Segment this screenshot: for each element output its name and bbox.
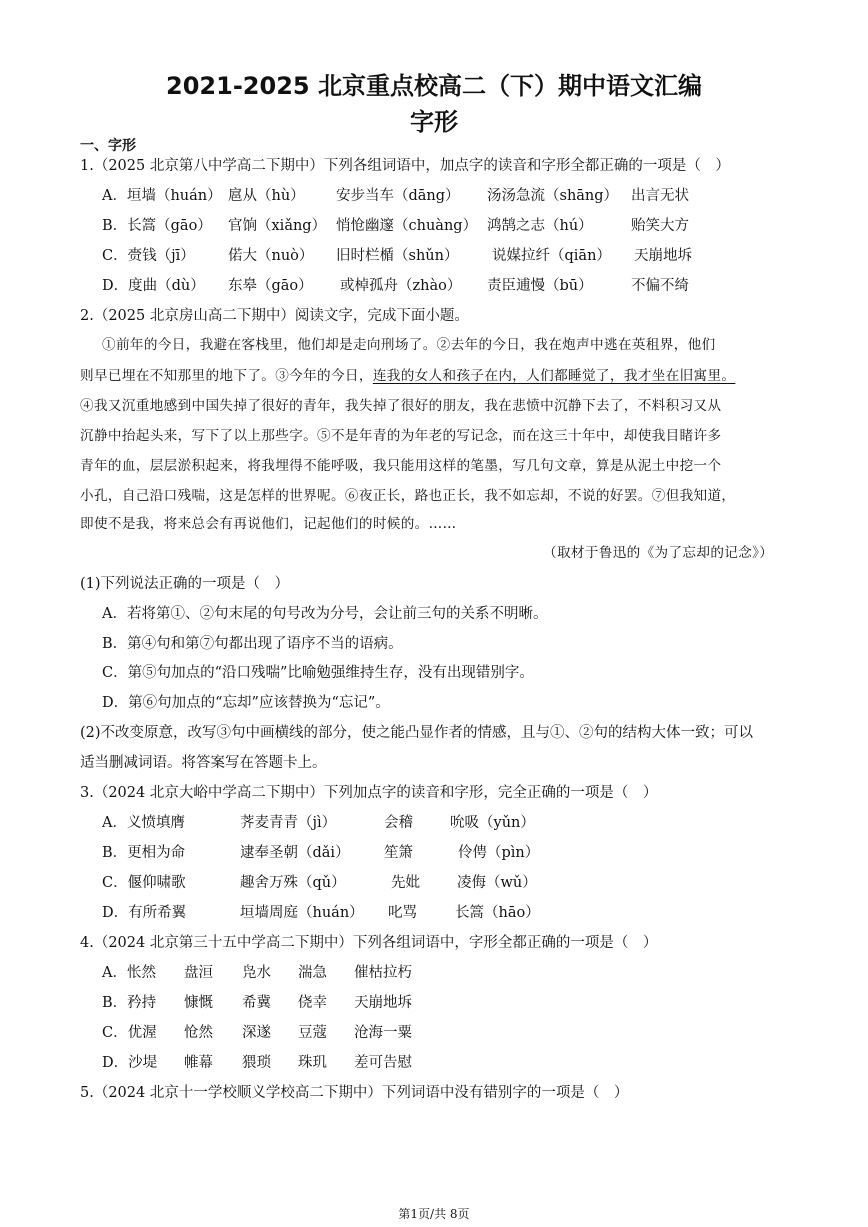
question-2-sub2-line: 适当删减词语。将答案写在答题卡上。 [80,755,327,771]
option-cell: 责臣逋慢（bū） [487,278,593,294]
option-cell: 长篙（hāo） [455,905,540,921]
option-cell: 官饷（xiǎng） [228,218,327,234]
question-2-sub2-line: (2)不改变原意，改写③句中画横线的部分，使之能凸显作者的情感，且与①、②句的结构大体一致；可以 [80,725,754,741]
question-2-sub1-stem: (1)下列说法正确的一项是（ ） [80,576,290,592]
option-cell: 叱骂 [388,905,417,921]
page-footer: 第1页/共 8页 [398,1207,470,1221]
option-cell: 伶俜（pìn） [458,845,540,861]
option-cell: 东皋（gāo） [228,278,313,294]
option-cell: 沧海一粟 [354,1025,412,1041]
option-cell: C．优渥 [102,1025,157,1041]
option-cell: 珠玑 [298,1055,327,1071]
option-cell: 天崩地坼 [354,995,412,1011]
option-cell: 怆然 [184,1025,213,1041]
option-cell: 凫水 [242,965,271,981]
option-cell: 逮奉圣朝（dǎi） [240,845,350,861]
option-cell: 垣墙周庭（huán） [240,905,364,921]
passage-line: 即使不是我，将来总会有再说他们，记起他们的时候的。…… [80,516,457,532]
passage-line: ①前年的今日，我避在客栈里，他们却是走向刑场了。②去年的今日，我在炮声中逃在英租界，他们 [102,337,716,353]
section-heading: 一、字形 [80,138,136,154]
option-cell: 会稽 [384,815,413,831]
option-cell: 希冀 [242,995,271,1011]
option-cell: A．怅然 [102,965,156,981]
option-cell: 扈从（hù） [228,188,305,204]
option-cell: 出言无状 [631,188,689,204]
option-cell: 或棹孤舟（zhào） [340,278,462,294]
option-cell: D．沙堤 [102,1055,158,1071]
option-cell: 吮吸（yǔn） [450,815,535,831]
question-5-stem: 5.（2024 北京十一学校顺义学校高二下期中）下列词语中没有错别字的一项是（ ） [80,1085,629,1101]
sub1-option-d: D．第⑥句加点的“忘却”应该替换为“忘记”。 [102,695,390,711]
underlined-sentence: 连我的女人和孩子在内，人们都睡觉了，我才坐在旧寓里。 [372,368,736,384]
option-cell: A．垣墙（huán） [102,188,222,204]
passage-text: 则早已埋在不知那里的地下了。③今年的今日， [80,368,373,384]
option-cell: 帷幕 [184,1055,213,1071]
passage-line: 小孔，自己沿口残喘，这是怎样的世界呢。⑥夜正长，路也正长，我不如忘却，不说的好罢。⑦但我知道， [80,488,736,504]
option-cell: 汤汤急流（shāng） [487,188,619,204]
option-cell: 差可告慰 [354,1055,412,1071]
option-cell: 湍急 [298,965,327,981]
option-cell: 悄怆幽邃（chuàng） [336,218,478,234]
question-4-stem: 4.（2024 北京第三十五中学高二下期中）下列各组词语中，字形全都正确的一项是（ ） [80,935,658,951]
option-cell: D．有所希翼 [102,905,187,921]
option-cell: 催枯拉朽 [354,965,412,981]
option-cell: D．度曲（dù） [102,278,205,294]
option-cell: B．更相为命 [102,845,186,861]
option-cell: 笙箫 [384,845,413,861]
question-1-stem: 1.（2025 北京第八中学高二下期中）下列各组词语中，加点字的读音和字形全都正确的一项是（ ） [80,158,730,174]
option-cell: 豆蔻 [298,1025,327,1041]
sub1-option-c: C．第⑤句加点的“沿口残喘”比喻勉强维持生存，没有出现错别字。 [102,665,534,681]
option-cell: 慷慨 [184,995,213,1011]
option-cell: 先妣 [391,875,420,891]
option-cell: 猥琐 [242,1055,271,1071]
question-2-stem: 2.（2025 北京房山高二下期中）阅读文字，完成下面小题。 [80,308,469,324]
option-cell: 安步当车（dāng） [336,188,460,204]
page-title: 2021-2025 北京重点校高二（下）期中语文汇编 [166,72,702,100]
passage-line [80,367,735,385]
option-cell: 天崩地坼 [634,248,692,264]
option-cell: 偌大（nuò） [228,248,314,264]
option-cell: 深遂 [242,1025,271,1041]
option-cell: A．义愤填膺 [102,815,185,831]
passage-source: （取材于鲁迅的《为了忘却的记念》） [543,545,774,561]
page-subtitle: 字形 [410,108,458,136]
option-cell: 贻笑大方 [631,218,689,234]
option-cell: 鸿鹄之志（hú） [487,218,593,234]
option-cell: C．赍钱（jī） [102,248,195,264]
option-cell: 荠麦青青（jì） [240,815,337,831]
option-cell: 旧时栏楯（shǔn） [336,248,459,264]
passage-line: 沉静中抬起头来，写下了以上那些字。⑤不是年青的为年老的写记念，而在这三十年中，却使我目睹许多 [80,428,722,444]
passage-line: ④我又沉重地感到中国失掉了很好的青年，我失掉了很好的朋友，我在悲愤中沉静下去了，不料积习又从 [80,398,722,414]
option-cell: B．长篙（gāo） [102,218,212,234]
option-cell: 不偏不绮 [631,278,689,294]
option-cell: B．矜持 [102,995,157,1011]
option-cell: C．偃仰啸歌 [102,875,186,891]
option-cell: 说媒拉纤（qiān） [492,248,611,264]
sub1-option-a: A．若将第①、②句末尾的句号改为分号，会让前三句的关系不明晰。 [102,606,548,622]
option-cell: 侥幸 [298,995,327,1011]
sub1-option-b: B．第④句和第⑦句都出现了语序不当的语病。 [102,636,403,652]
question-3-stem: 3.（2024 北京大峪中学高二下期中）下列加点字的读音和字形，完全正确的一项是（ ） [80,785,658,801]
option-cell: 凌侮（wǔ） [457,875,537,891]
option-cell: 趣舍万殊（qǔ） [240,875,346,891]
option-cell: 盘洹 [184,965,213,981]
passage-line: 青年的血，层层淤积起来，将我埋得不能呼吸，我只能用这样的笔墨，写几句文章，算是从泥土中挖一个 [80,458,722,474]
